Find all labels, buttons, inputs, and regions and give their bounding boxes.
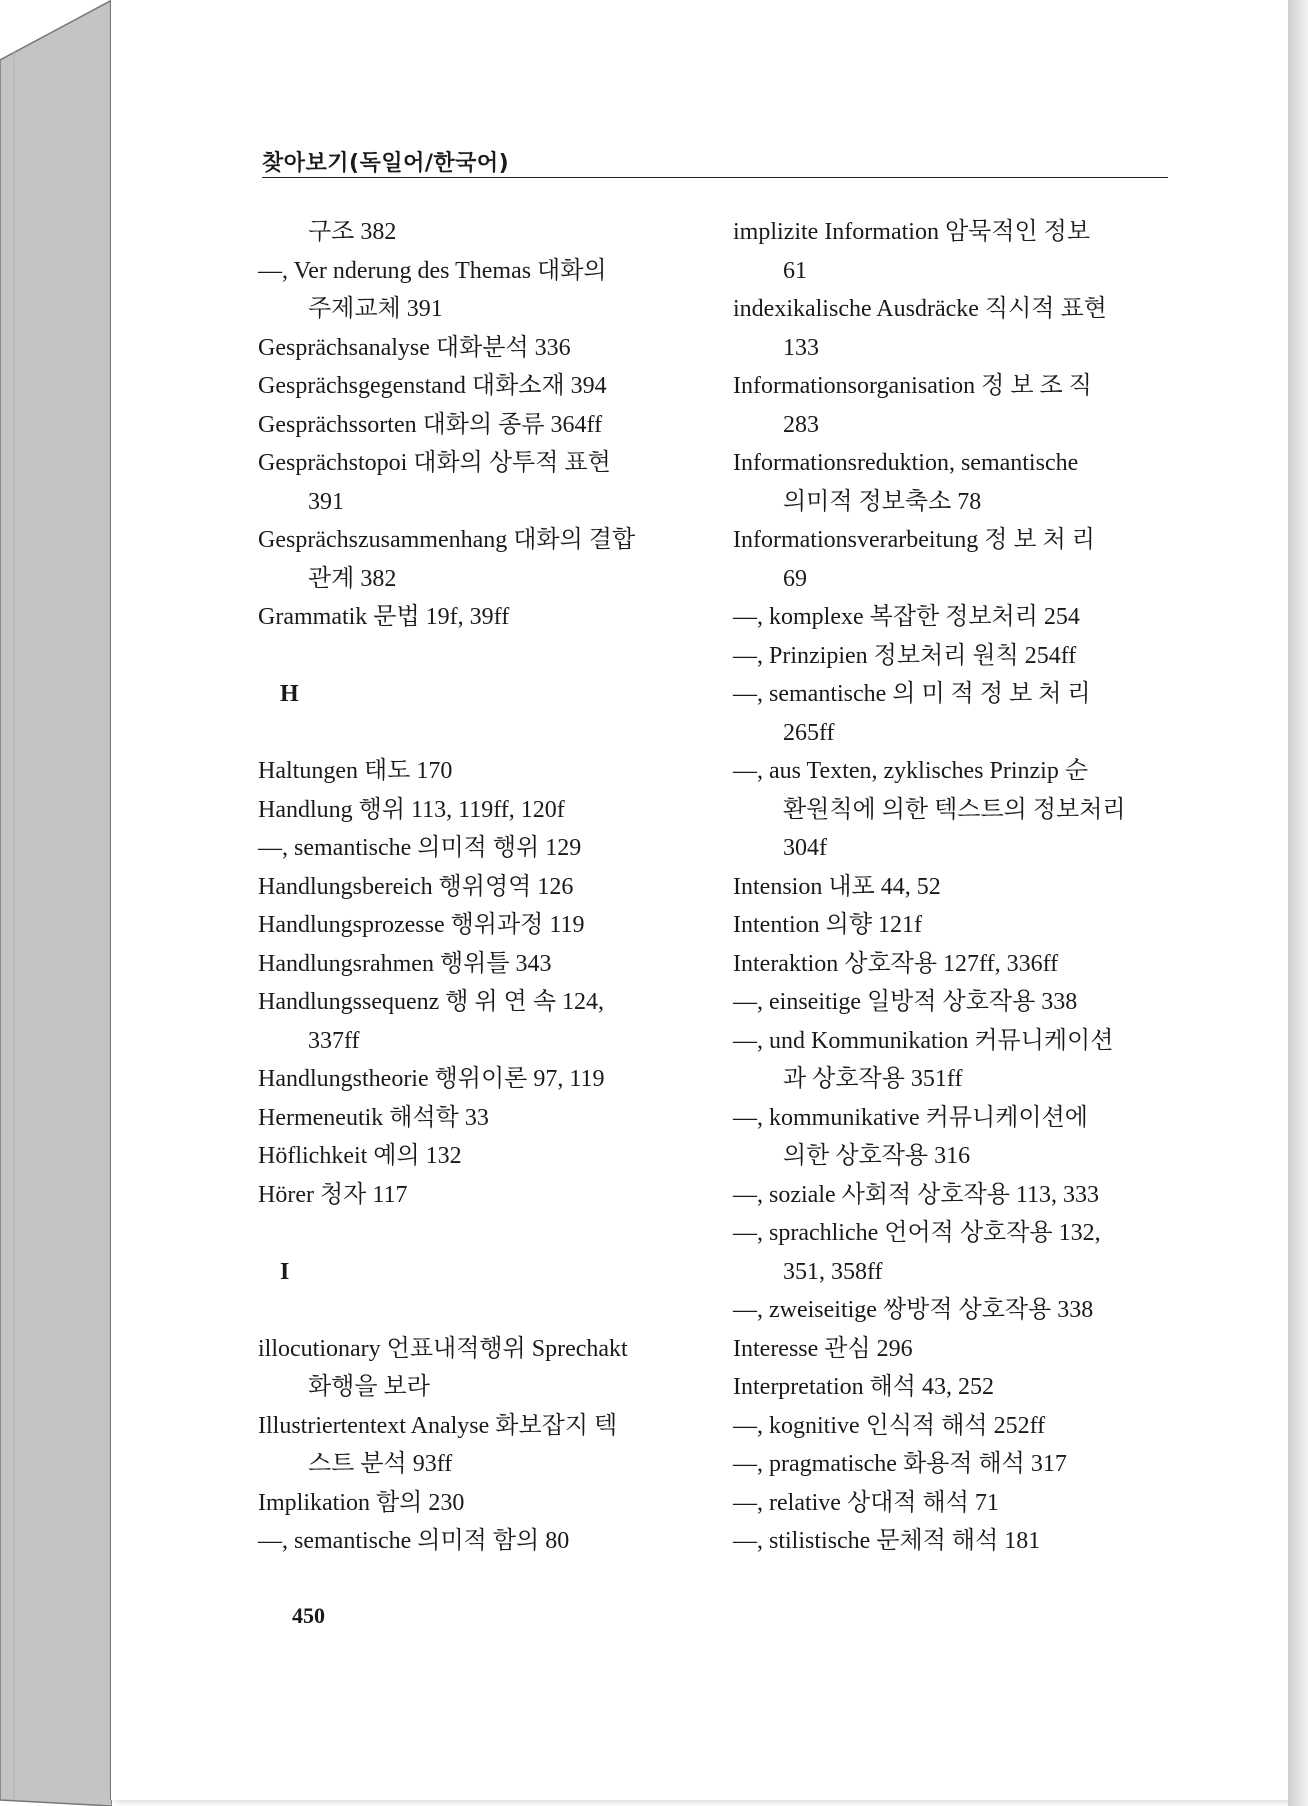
index-entry: Interesse 관심 296: [733, 1335, 913, 1362]
index-column-right: [733, 213, 1173, 1561]
index-entry-continuation: 283: [783, 411, 819, 438]
section-letter: H: [280, 681, 299, 707]
index-entry-continuation: 61: [783, 257, 807, 284]
index-entry: —, zweiseitige 쌍방적 상호작용 338: [733, 1297, 1094, 1323]
index-entry-continuation: 관계 382: [308, 565, 397, 592]
index-entry: —, semantische 의미적 함의 80: [258, 1528, 570, 1554]
book-spine: [0, 0, 112, 1806]
index-entry-continuation: 의미적 정보축소 78: [783, 488, 982, 515]
index-entry: Interpretation 해석 43, 252: [733, 1374, 994, 1400]
index-entry: —, komplexe 복잡한 정보처리 254: [733, 604, 1080, 630]
index-entry: Handlungstheorie 행위이론 97, 119: [258, 1066, 605, 1092]
index-entry: Hörer 청자 117: [258, 1181, 408, 1208]
page-edge-shadow: [1288, 0, 1308, 1806]
index-entry: indexikalische Ausdräcke 직시적 표현: [733, 296, 1107, 322]
index-entry: Intension 내포 44, 52: [733, 873, 941, 900]
index-entry: —, pragmatische 화용적 해석 317: [733, 1451, 1067, 1477]
section-spacer: [258, 714, 698, 753]
section-spacer: [258, 1214, 698, 1253]
index-entry-continuation: 의한 상호작용 316: [783, 1143, 971, 1169]
section-spacer: [258, 637, 698, 676]
header-rule: [262, 177, 1168, 178]
index-entry: Informationsreduktion, semantische: [733, 450, 1079, 476]
index-entry: Handlungsrahmen 행위틀 343: [258, 950, 552, 977]
index-entry: Handlung 행위 113, 119ff, 120f: [258, 796, 565, 823]
index-entry: —, kommunikative 커뮤니케이션에: [733, 1104, 1088, 1131]
index-entry: —, einseitige 일방적 상호작용 338: [733, 989, 1078, 1015]
index-entry: Handlungssequenz 행 위 연 속 124,: [258, 989, 605, 1015]
index-entry: —, sprachliche 언어적 상호작용 132,: [733, 1220, 1101, 1246]
index-entry-continuation: 스트 분석 93ff: [308, 1451, 453, 1477]
index-entry-continuation: 265ff: [783, 719, 835, 746]
page-number: 450: [292, 1603, 325, 1628]
index-entry: Informationsorganisation 정 보 조 직: [733, 373, 1092, 399]
index-entry: Gesprächsanalyse 대화분석 336: [258, 334, 571, 361]
index-entry: —, stilistische 문체적 해석 181: [733, 1528, 1041, 1554]
index-entry: Gesprächsgegenstand 대화소재 394: [258, 373, 607, 399]
index-entry: Implikation 함의 230: [258, 1489, 465, 1516]
index-entry: Illustriertentext Analyse 화보잡지 텍: [258, 1412, 618, 1439]
index-entry: Handlungsbereich 행위영역 126: [258, 873, 574, 900]
index-entry-continuation: 화행을 보라: [308, 1374, 430, 1400]
index-entry-continuation: 구조 382: [308, 219, 397, 245]
index-entry: —, semantische 의미적 행위 129: [258, 835, 582, 861]
index-entry-continuation: 304f: [783, 835, 827, 861]
index-entry: implizite Information 암묵적인 정보: [733, 219, 1091, 245]
index-entry-continuation: 133: [783, 334, 819, 361]
index-entry: —, Ver nderung des Themas 대화의: [258, 257, 607, 284]
index-entry: Gesprächstopoi 대화의 상투적 표현: [258, 450, 611, 476]
index-entry: —, aus Texten, zyklisches Prinzip 순: [733, 758, 1089, 784]
index-entry: —, und Kommunikation 커뮤니케이션: [733, 1027, 1114, 1054]
index-entry: Gesprächszusammenhang 대화의 결합: [258, 527, 636, 553]
index-entry: Handlungsprozesse 행위과정 119: [258, 912, 585, 938]
index-entry-continuation: 69: [783, 565, 807, 592]
index-entry: —, relative 상대적 해석 71: [733, 1489, 999, 1516]
index-entry: Intention 의향 121f: [733, 912, 923, 938]
section-letter: I: [280, 1258, 290, 1285]
index-entry: —, kognitive 인식적 해석 252ff: [733, 1412, 1046, 1439]
index-entry: Höflichkeit 예의 132: [258, 1143, 462, 1169]
index-entry-continuation: 주제교체 391: [308, 296, 443, 322]
index-column-left: [258, 213, 698, 1561]
index-entry: Interaktion 상호작용 127ff, 336ff: [733, 950, 1059, 977]
index-entry: Haltungen 태도 170: [258, 758, 453, 784]
index-entry: illocutionary 언표내적행위 Sprechakt: [258, 1335, 628, 1362]
index-entry-continuation: 337ff: [308, 1027, 360, 1054]
section-spacer: [258, 1291, 698, 1330]
index-entry-continuation: 과 상호작용 351ff: [783, 1066, 963, 1092]
running-head: 찾아보기(독일어/한국어): [262, 151, 510, 176]
index-entry-continuation: 391: [308, 488, 344, 515]
index-entry-continuation: 351, 358ff: [783, 1258, 883, 1285]
index-entry: Informationsverarbeitung 정 보 처 리: [733, 527, 1095, 553]
index-entry: Gesprächssorten 대화의 종류 364ff: [258, 411, 603, 438]
index-entry: —, soziale 사회적 상호작용 113, 333: [733, 1181, 1100, 1208]
index-entry: —, Prinzipien 정보처리 원칙 254ff: [733, 642, 1077, 669]
index-entry: Hermeneutik 해석학 33: [258, 1104, 489, 1131]
index-entry: Grammatik 문법 19f, 39ff: [258, 604, 510, 630]
index-entry-continuation: 환원칙에 의한 텍스트의 정보처리: [783, 796, 1126, 823]
index-entry: —, semantische 의 미 적 정 보 처 리: [733, 681, 1091, 707]
